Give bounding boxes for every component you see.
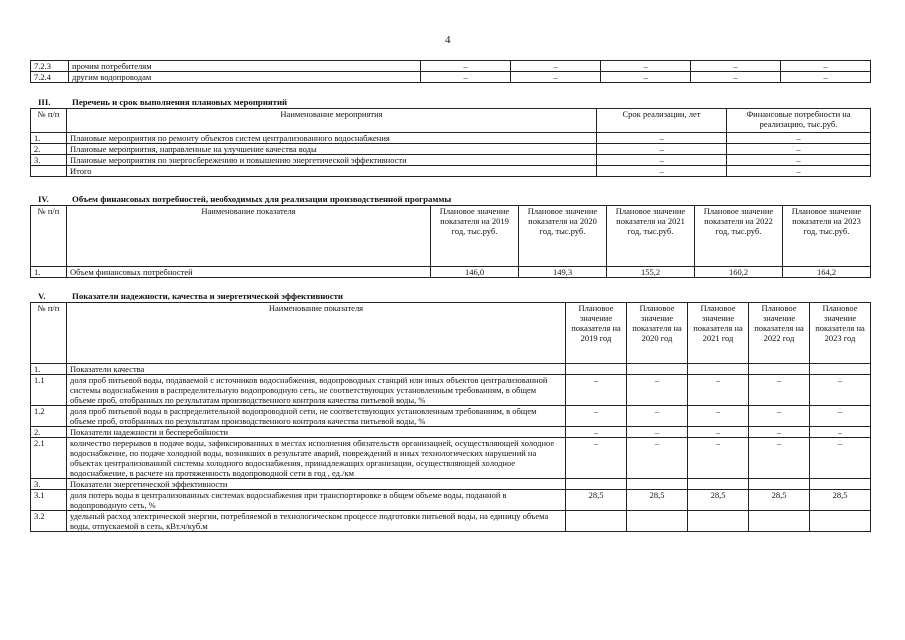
row-name: Показатели надежности и бесперебойности — [67, 427, 566, 438]
value-cell: – — [627, 427, 688, 438]
value-cell: – — [688, 438, 749, 479]
value-cell: – — [688, 375, 749, 406]
page-number: 4 — [445, 34, 451, 46]
value-cell: 28,5 — [810, 490, 871, 511]
value-cell: 155,2 — [607, 267, 695, 278]
table-header-row — [31, 303, 871, 364]
value-cell: – — [810, 427, 871, 438]
section-5-numeral: V. — [38, 291, 46, 301]
header-year-2019: Плановое значение показателя на 2019 год — [566, 303, 627, 364]
continuation-table — [30, 60, 871, 83]
row-name: Плановые мероприятия по ремонту объектов систем централизованного водоснабжения — [67, 133, 597, 144]
value-cell: – — [421, 72, 511, 83]
row-number: 2.1 — [31, 438, 67, 479]
value-cell: – — [566, 438, 627, 479]
finance-cell: – — [727, 133, 871, 144]
value-cell: 146,0 — [431, 267, 519, 278]
table-row — [31, 72, 871, 83]
section-4-heading — [38, 194, 451, 204]
table-row — [31, 155, 871, 166]
value-cell — [810, 479, 871, 490]
value-cell — [566, 511, 627, 532]
value-cell: – — [749, 438, 810, 479]
value-cell: – — [566, 375, 627, 406]
value-cell — [749, 479, 810, 490]
value-cell: – — [627, 406, 688, 427]
row-name: Плановые мероприятия по энергосбережению и повышению энергетической эффективности — [67, 155, 597, 166]
section-3-table — [30, 108, 871, 177]
value-cell: – — [810, 438, 871, 479]
value-cell: – — [511, 72, 601, 83]
row-number: 3.2 — [31, 511, 67, 532]
term-cell: – — [597, 144, 727, 155]
row-number: 7.2.4 — [31, 72, 69, 83]
value-cell: – — [627, 438, 688, 479]
row-number: 1.1 — [31, 375, 67, 406]
header-year-2023: Плановое значение показателя на 2023 год — [810, 303, 871, 364]
value-cell: 28,5 — [688, 490, 749, 511]
row-name: прочим потребителям — [69, 61, 421, 72]
row-name: доля проб питьевой воды, подаваемой с источников водоснабжения, водопроводных станций или иных объектов централизованной системы водоснабжения в распределительную водопроводную сеть, не соответствующих установленным требованиям, в общем объеме проб, отобранных по результатам производственного контроля качества питьевой воды, % — [67, 375, 566, 406]
row-number: 1. — [31, 267, 67, 278]
row-name: Итого — [67, 166, 597, 177]
section-5-table — [30, 302, 871, 532]
table-header-row — [31, 206, 871, 267]
section-5-heading — [38, 291, 343, 301]
table-row — [31, 375, 871, 406]
section-4-table — [30, 205, 871, 278]
term-cell: – — [597, 133, 727, 144]
value-cell — [749, 511, 810, 532]
value-cell: – — [749, 375, 810, 406]
value-cell: – — [601, 72, 691, 83]
row-name: доля проб питьевой воды в распределительной водопроводной сети, не соответствующих установленным требованиям, в общем объеме проб, отобранных по результатам производственного контроля качества питьевой воды, % — [67, 406, 566, 427]
value-cell: – — [691, 72, 781, 83]
value-cell — [566, 479, 627, 490]
row-name: количество перерывов в подаче воды, зафиксированных в местах исполнения обязательств организацией, осуществляющей холодное водоснабжение, по подаче холодной воды, возникших в результате аварий, повреждений и иных технологических нарушений на объектах централизованной системы холодного водоснабжения, принадлежащих организации, осуществляющей холодное водоснабжение, в расчете на протяженность водопроводной сети в год , ед./км — [67, 438, 566, 479]
header-name: Наименование показателя — [67, 206, 431, 267]
section-3-title: Перечень и срок выполнения плановых мероприятий — [72, 97, 288, 107]
value-cell — [627, 479, 688, 490]
value-cell — [566, 364, 627, 375]
term-cell: – — [597, 166, 727, 177]
value-cell: – — [810, 406, 871, 427]
finance-cell: – — [727, 166, 871, 177]
value-cell: – — [691, 61, 781, 72]
row-number — [31, 166, 67, 177]
row-number: 2. — [31, 144, 67, 155]
table-row — [31, 511, 871, 532]
row-number: 7.2.3 — [31, 61, 69, 72]
value-cell: – — [781, 61, 871, 72]
value-cell: – — [566, 427, 627, 438]
value-cell: – — [566, 406, 627, 427]
header-year-2022: Плановое значение показателя на 2022 год, тыс.руб. — [695, 206, 783, 267]
table-row — [31, 364, 871, 375]
value-cell — [810, 364, 871, 375]
row-number: 2. — [31, 427, 67, 438]
value-cell: – — [688, 427, 749, 438]
header-number: № п/п — [31, 206, 67, 267]
value-cell: 149,3 — [519, 267, 607, 278]
header-number: № п/п — [31, 303, 67, 364]
row-name: Показатели энергетической эффективности — [67, 479, 566, 490]
header-year-2023: Плановое значение показателя на 2023 год, тыс.руб. — [783, 206, 871, 267]
header-year-2022: Плановое значение показателя на 2022 год — [749, 303, 810, 364]
value-cell: – — [688, 406, 749, 427]
header-name: Наименование мероприятия — [67, 109, 597, 133]
header-year-2019: Плановое значение показателя на 2019 год, тыс.руб. — [431, 206, 519, 267]
table-row — [31, 490, 871, 511]
value-cell: 164,2 — [783, 267, 871, 278]
row-number: 1. — [31, 364, 67, 375]
section-3-numeral: III. — [38, 97, 51, 107]
table-row — [31, 406, 871, 427]
table-row — [31, 427, 871, 438]
row-number: 1. — [31, 133, 67, 144]
row-name: другим водопроводам — [69, 72, 421, 83]
row-number: 1.2 — [31, 406, 67, 427]
term-cell: – — [597, 155, 727, 166]
header-year-2020: Плановое значение показателя на 2020 год, тыс.руб. — [519, 206, 607, 267]
table-header-row — [31, 109, 871, 133]
value-cell: – — [810, 375, 871, 406]
header-year-2021: Плановое значение показателя на 2021 год, тыс.руб. — [607, 206, 695, 267]
table-row — [31, 144, 871, 155]
value-cell: – — [749, 406, 810, 427]
row-number: 3. — [31, 155, 67, 166]
section-4-numeral: IV. — [38, 194, 49, 204]
header-number: № п/п — [31, 109, 67, 133]
row-name: удельный расход электрической энергии, потребляемой в технологическом процессе подготовки питьевой воды, на единицу объема воды, отпускаемой в сеть, кВт.ч/куб.м — [67, 511, 566, 532]
value-cell: – — [421, 61, 511, 72]
value-cell — [688, 511, 749, 532]
row-name: Плановые мероприятия, направленные на улучшение качества воды — [67, 144, 597, 155]
header-year-2020: Плановое значение показателя на 2020 год — [627, 303, 688, 364]
section-4-title: Объем финансовых потребностей, необходимых для реализации производственной программы — [72, 194, 452, 204]
header-name: Наименование показателя — [67, 303, 566, 364]
row-name: доля потерь воды в централизованных системах водоснабжения при транспортировке в общем объеме воды, поданной в водопроводную сеть, % — [67, 490, 566, 511]
value-cell — [688, 479, 749, 490]
finance-cell: – — [727, 144, 871, 155]
row-name: Объем финансовых потребностей — [67, 267, 431, 278]
row-name: Показатели качества — [67, 364, 566, 375]
value-cell: 28,5 — [566, 490, 627, 511]
table-row — [31, 166, 871, 177]
table-row — [31, 267, 871, 278]
table-row — [31, 438, 871, 479]
value-cell: – — [749, 427, 810, 438]
table-row — [31, 479, 871, 490]
value-cell: – — [601, 61, 691, 72]
value-cell — [749, 364, 810, 375]
value-cell — [627, 511, 688, 532]
row-number: 3.1 — [31, 490, 67, 511]
row-number: 3. — [31, 479, 67, 490]
table-row — [31, 61, 871, 72]
header-year-2021: Плановое значение показателя на 2021 год — [688, 303, 749, 364]
value-cell — [627, 364, 688, 375]
value-cell: – — [511, 61, 601, 72]
value-cell: 160,2 — [695, 267, 783, 278]
finance-cell: – — [727, 155, 871, 166]
header-term: Срок реализации, лет — [597, 109, 727, 133]
section-3-heading — [38, 97, 287, 107]
value-cell: 28,5 — [749, 490, 810, 511]
value-cell: 28,5 — [627, 490, 688, 511]
header-finance: Финансовые потребности на реализацию, тыс.руб. — [727, 109, 871, 133]
table-row — [31, 133, 871, 144]
value-cell: – — [627, 375, 688, 406]
section-5-title: Показатели надежности, качества и энергетической эффективности — [72, 291, 343, 301]
value-cell — [688, 364, 749, 375]
value-cell — [810, 511, 871, 532]
value-cell: – — [781, 72, 871, 83]
